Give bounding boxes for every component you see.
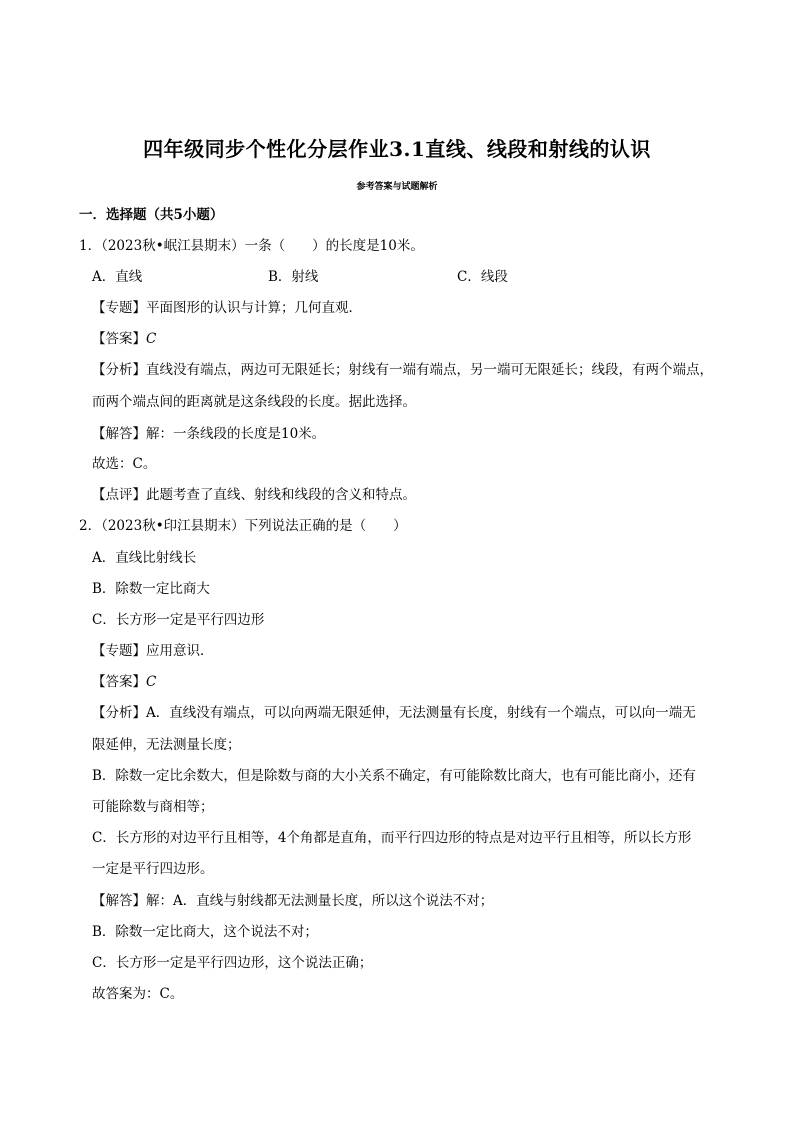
q1-analysis-line-2: 而两个端点间的距离就是这条线段的长度。据此选择。	[92, 394, 416, 410]
q1-comment	[92, 486, 416, 504]
q2-solution-text-a: 解：A．直线与射线都无法测量长度，所以这个说法不对；	[146, 893, 494, 909]
q2-solution-tag: 【解答】	[92, 893, 146, 909]
q2-stem: 2．（2023秋•印江县期末）下列说法正确的是（ ）	[79, 518, 407, 534]
q2-analysis-c-line-1: C．长方形的对边平行且相等，4个角都是直角，而平行四边形的特点是对边平行且相等，所以长方形	[92, 830, 692, 846]
q1-analysis-text-1: 直线没有端点，两边可无限延长；射线有一端有端点，另一端可无限延长；线段，有两个端点，	[146, 362, 713, 378]
q1-topic-text: 平面图形的认识与计算；几何直观．	[146, 300, 362, 316]
q2-topic-tag: 【专题】	[92, 643, 146, 659]
q1-answer-value: C	[146, 331, 157, 347]
q1-analysis-line-1	[92, 361, 713, 379]
q1-analysis-tag: 【分析】	[92, 362, 146, 378]
q1-solution-text-1: 解：一条线段的长度是10米。	[146, 426, 326, 442]
q1-topic-tag: 【专题】	[92, 300, 146, 316]
q2-analysis-b-line-2: 可能除数与商相等；	[92, 799, 214, 815]
section-heading: 一．选择题（共5小题）	[79, 207, 224, 223]
q2-topic	[92, 642, 214, 660]
q1-solution-line-1	[92, 425, 325, 443]
q2-option-a: A．直线比射线长	[92, 550, 197, 566]
q2-answer-tag: 【答案】	[92, 674, 146, 690]
q2-analysis-tag: 【分析】	[92, 705, 146, 721]
q2-analysis-a-line-2: 限延伸，无法测量长度；	[92, 737, 241, 753]
q2-answer	[92, 673, 156, 691]
q1-comment-tag: 【点评】	[92, 487, 146, 503]
q1-solution-line-2: 故选：C。	[92, 456, 157, 472]
q2-analysis-b-line-1: B．除数一定比余数大，但是除数与商的大小关系不确定，有可能除数比商大，也有可能比商小，还有	[92, 768, 696, 784]
q1-stem: 1．（2023秋•岷江县期末）一条（ ）的长度是10米。	[79, 238, 424, 254]
q1-topic	[92, 299, 362, 317]
q2-option-b: B．除数一定比商大	[92, 581, 210, 597]
q2-analysis-a-line-1	[92, 704, 696, 722]
q1-solution-tag: 【解答】	[92, 426, 146, 442]
q1-answer	[92, 330, 156, 348]
q1-option-c: C．线段	[457, 269, 508, 285]
q2-analysis-a-text-1: A．直线没有端点，可以向两端无限延伸，无法测量有长度，射线有一个端点，可以向一端无	[146, 705, 696, 721]
q2-solution-end: 故答案为：C。	[92, 986, 184, 1002]
q1-answer-tag: 【答案】	[92, 331, 146, 347]
document-subtitle: 参考答案与试题解析	[356, 182, 438, 192]
q1-comment-text: 此题考查了直线、射线和线段的含义和特点。	[146, 487, 416, 503]
q2-answer-value: C	[146, 674, 157, 690]
q2-option-c: C．长方形一定是平行四边形	[92, 612, 265, 628]
q2-solution-line-c: C．长方形一定是平行四边形，这个说法正确；	[92, 955, 373, 971]
q1-option-a: A．直线	[92, 269, 143, 285]
q2-solution-line-b: B．除数一定比商大，这个说法不对；	[92, 924, 318, 940]
document-title: 四年级同步个性化分层作业3.1直线、线段和射线的认识	[143, 137, 651, 161]
q1-option-b: B．射线	[268, 269, 319, 285]
q1-options	[92, 268, 692, 286]
q2-analysis-c-line-2: 一定是平行四边形。	[92, 861, 214, 877]
q2-topic-text: 应用意识．	[146, 643, 214, 659]
q2-solution-line-a	[92, 892, 493, 910]
